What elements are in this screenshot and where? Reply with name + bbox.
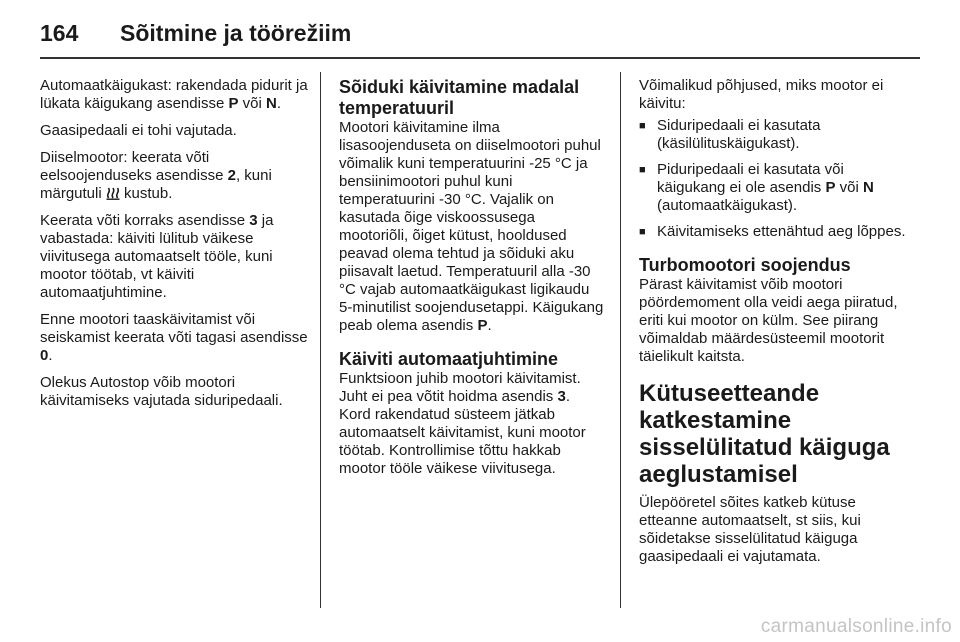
- page-header: [40, 14, 920, 54]
- paragraph-low-temperature: Mootori käivitamine ilma lisasoojenduseta on diiselmootori puhul võimalik kuni temperatuurini -25 °C ja bensiinimootori puhul kuni temperatuurini -30 °C. Vajalik on kasutada õige viskoossusega mootoriõli, õiget kütust, hooldused peavad olema tehtud ja sõiduki aku piisavalt laetud. Temperatuuril alla -30 °C vajab automaatkäigukast ligikaudu 5-minutilist soojendusetappi. Käigukang peab olema asendis P.: [339, 119, 604, 334]
- paragraph-fuel-cutoff: Ülepööretel sõites katkeb kütuse etteanne automaatselt, st siis, kui sõidetakse sisselülitatud käiguga gaasipedaali ei vajutamata.: [639, 494, 861, 565]
- paragraph-causes: Võimalikud põhjused, miks mootor ei käivitu:: [639, 77, 884, 112]
- heading-fuel-cutoff: Kütuseetteande katkestamine sisselülitatud käiguga aeglustamisel: [639, 380, 890, 488]
- heading-turbo: Turbomootori soojendus: [639, 255, 851, 275]
- page-number: 164: [40, 20, 79, 46]
- header-rule: [40, 57, 920, 59]
- bullet-icon: ■: [639, 164, 646, 176]
- list-item: ■ Käivitamiseks ettenähtud aeg lõppes.: [639, 223, 906, 240]
- paragraph-diesel: Diiselmootor: keerata võti eelsoojenduseks asendisse 2, kuni märgutuli kustub.: [40, 149, 272, 202]
- column-1: [40, 77, 308, 419]
- paragraph-autostop: Olekus Autostop võib mootori käivitamiseks vajutada siduripedaali.: [40, 374, 283, 409]
- page-title: Sõitmine ja töörežiim: [120, 20, 352, 46]
- watermark: carmanualsonline.info: [760, 616, 952, 637]
- heading-starter-control: Käiviti automaatjuhtimine: [339, 349, 559, 369]
- column-divider-1: [320, 72, 321, 608]
- paragraph-turn-key: Keerata võti korraks asendisse 3 ja vabastada: käiviti lülitub väikese viivitusega automaatselt tööle, kuni mootor töötab, vt käiviti automaatjuhtimine.: [40, 212, 274, 301]
- causes-list: [639, 117, 909, 241]
- list-item: ■ Siduripedaali ei kasutata (käsilülituskäigukast).: [639, 117, 821, 152]
- paragraph-starter-control: Funktsioon juhib mootori käivitamist. Juht ei pea võtit hoidma asendis 3. Kord rakendatud süsteem jätkab automaatselt käivitamist, kuni mootor töötab. Kontrollimise tõttu hakkab mootor tööle väikese viivitusega.: [339, 370, 586, 477]
- paragraph-restart: Enne mootori taaskäivitamist või seiskamist keerata võti tagasi asendisse 0.: [40, 311, 308, 364]
- column-divider-2: [620, 72, 621, 608]
- bullet-icon: ■: [639, 226, 646, 238]
- paragraph-automatic: Automaatkäigukast: rakendada pidurit ja lükata käigukang asendisse P või N.: [40, 77, 308, 112]
- glow-plug-icon: [106, 186, 120, 200]
- paragraph-accelerator: Gaasipedaali ei tohi vajutada.: [40, 122, 237, 139]
- bullet-icon: ■: [639, 120, 646, 132]
- list-item: ■ Piduripedaali ei kasutata või käigukang ei ole asendis P või N (automaatkäigukast).: [639, 161, 874, 214]
- heading-low-temperature: Sõiduki käivitamine madalal temperatuuril: [339, 77, 580, 118]
- paragraph-turbo: Pärast käivitamist võib mootori pöördemoment olla veidi aega piiratud, eriti kui mootor on külm. See piirang võimaldab määrdesüsteemil mootorit täielikult kaitsta.: [639, 276, 898, 365]
- column-3: [639, 77, 909, 575]
- column-2: [339, 77, 605, 487]
